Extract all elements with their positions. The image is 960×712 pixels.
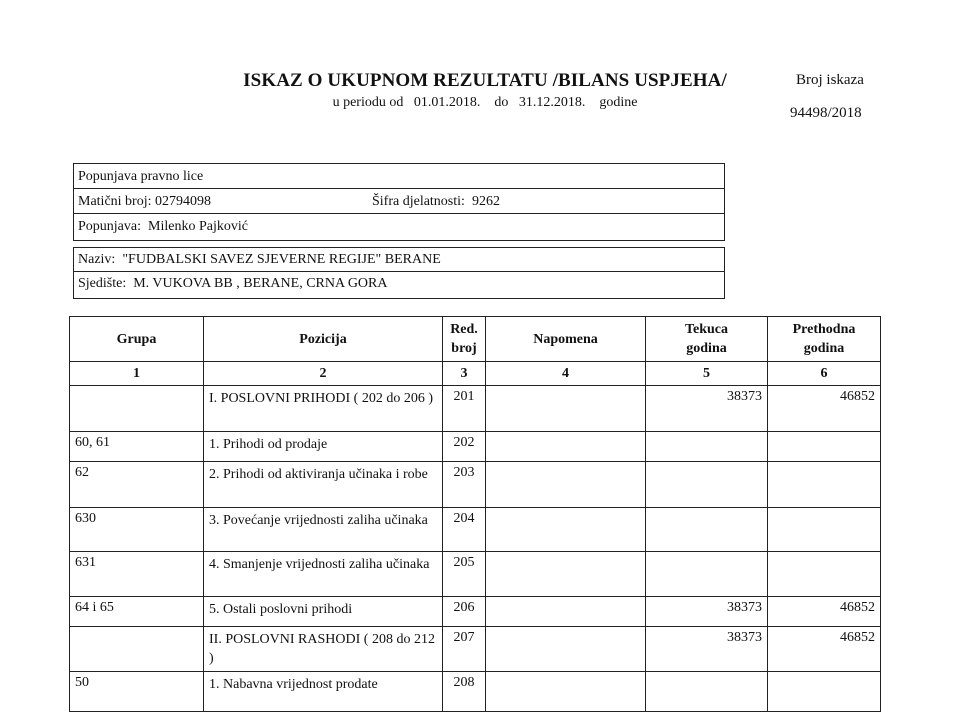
column-number: 4 <box>486 362 646 386</box>
cell-grupa: 630 <box>70 508 204 552</box>
header-grupa: Grupa <box>70 317 204 362</box>
sjediste-row <box>74 272 724 296</box>
table-row <box>70 627 881 672</box>
popunjava-value: Milenko Pajković <box>148 219 248 234</box>
table-row <box>70 462 881 508</box>
broj-iskaza-label: Broj iskaza <box>796 72 864 88</box>
column-number: 1 <box>70 362 204 386</box>
sjediste-value: M. VUKOVA BB , BERANE, CRNA GORA <box>133 276 388 291</box>
entity-info-box <box>73 247 725 299</box>
table-row <box>70 508 881 552</box>
cell-pozicija: II. POSLOVNI RASHODI ( 208 do 212 ) <box>204 627 443 672</box>
cell-napomena <box>486 597 646 627</box>
sjediste-label: Sjedište: <box>78 276 127 291</box>
cell-pozicija: 1. Nabavna vrijednost prodate <box>204 672 443 712</box>
column-number: 2 <box>204 362 443 386</box>
cell-pozicija: 4. Smanjenje vrijednosti zaliha učinaka <box>204 552 443 597</box>
cell-tekuca: 38373 <box>646 627 768 672</box>
cell-napomena <box>486 552 646 597</box>
table-row <box>70 552 881 597</box>
cell-grupa <box>70 627 204 672</box>
naziv-label: Naziv: <box>78 252 116 267</box>
sifra-djelatnosti <box>372 189 500 214</box>
column-number-row <box>70 362 881 386</box>
filer-info-box <box>73 163 725 241</box>
cell-tekuca <box>646 672 768 712</box>
cell-prethodna: 46852 <box>768 386 881 432</box>
header-red-broj: Red. broj <box>443 317 486 362</box>
cell-prethodna <box>768 462 881 508</box>
cell-prethodna <box>768 432 881 462</box>
column-number: 3 <box>443 362 486 386</box>
maticni-broj-row <box>74 189 724 214</box>
cell-napomena <box>486 386 646 432</box>
cell-prethodna <box>768 552 881 597</box>
cell-red-broj: 206 <box>443 597 486 627</box>
cell-grupa: 64 i 65 <box>70 597 204 627</box>
popunjava-label: Popunjava: <box>78 219 141 234</box>
sifra-value: 9262 <box>471 194 500 209</box>
cell-napomena <box>486 462 646 508</box>
cell-pozicija: 1. Prihodi od prodaje <box>204 432 443 462</box>
cell-red-broj: 204 <box>443 508 486 552</box>
cell-tekuca <box>646 462 768 508</box>
cell-pozicija: 3. Povećanje vrijednosti zaliha učinaka <box>204 508 443 552</box>
cell-tekuca: 38373 <box>646 386 768 432</box>
cell-grupa: 62 <box>70 462 204 508</box>
table-row <box>70 597 881 627</box>
cell-red-broj: 201 <box>443 386 486 432</box>
header-napomena: Napomena <box>486 317 646 362</box>
column-number: 5 <box>646 362 768 386</box>
header-pozicija: Pozicija <box>204 317 443 362</box>
maticni-value: 02794098 <box>155 194 211 209</box>
cell-napomena <box>486 508 646 552</box>
period-mid: do <box>494 95 509 110</box>
period-suffix: godine <box>599 95 638 110</box>
cell-prethodna: 46852 <box>768 597 881 627</box>
table-header-row <box>70 317 881 362</box>
cell-napomena <box>486 627 646 672</box>
cell-napomena <box>486 672 646 712</box>
cell-prethodna <box>768 508 881 552</box>
table-row <box>70 386 881 432</box>
income-statement-table <box>69 316 881 712</box>
broj-iskaza-value: 94498/2018 <box>790 105 862 121</box>
period-prefix: u periodu od <box>332 95 404 110</box>
cell-grupa: 631 <box>70 552 204 597</box>
cell-pozicija: 2. Prihodi od aktiviranja učinaka i robe <box>204 462 443 508</box>
sifra-label: Šifra djelatnosti: <box>372 194 465 209</box>
cell-pozicija: 5. Ostali poslovni prihodi <box>204 597 443 627</box>
naziv-value: "FUDBALSKI SAVEZ SJEVERNE REGIJE" BERANE <box>122 252 441 267</box>
naziv-row <box>74 248 724 272</box>
date-from: 01.01.2018. <box>413 95 481 110</box>
cell-tekuca <box>646 508 768 552</box>
table-row <box>70 432 881 462</box>
maticni-label: Matični broj: <box>78 194 152 209</box>
report-period <box>150 95 820 111</box>
cell-red-broj: 207 <box>443 627 486 672</box>
cell-grupa: 50 <box>70 672 204 712</box>
cell-red-broj: 208 <box>443 672 486 712</box>
cell-prethodna <box>768 672 881 712</box>
cell-red-broj: 202 <box>443 432 486 462</box>
cell-grupa: 60, 61 <box>70 432 204 462</box>
cell-tekuca: 38373 <box>646 597 768 627</box>
cell-tekuca <box>646 432 768 462</box>
cell-tekuca <box>646 552 768 597</box>
cell-red-broj: 203 <box>443 462 486 508</box>
header-tekuca-godina: Tekuca godina <box>646 317 768 362</box>
cell-napomena <box>486 432 646 462</box>
table-row <box>70 672 881 712</box>
date-to: 31.12.2018. <box>518 95 586 110</box>
popunjava-row <box>74 214 724 239</box>
cell-pozicija: I. POSLOVNI PRIHODI ( 202 do 206 ) <box>204 386 443 432</box>
cell-prethodna: 46852 <box>768 627 881 672</box>
report-title: ISKAZ O UKUPNOM REZULTATU /BILANS USPJEHA/ <box>243 70 727 91</box>
column-number: 6 <box>768 362 881 386</box>
cell-grupa <box>70 386 204 432</box>
cell-red-broj: 205 <box>443 552 486 597</box>
header-prethodna-godina: Prethodna godina <box>768 317 881 362</box>
popunjava-pravno-lice: Popunjava pravno lice <box>74 164 724 189</box>
